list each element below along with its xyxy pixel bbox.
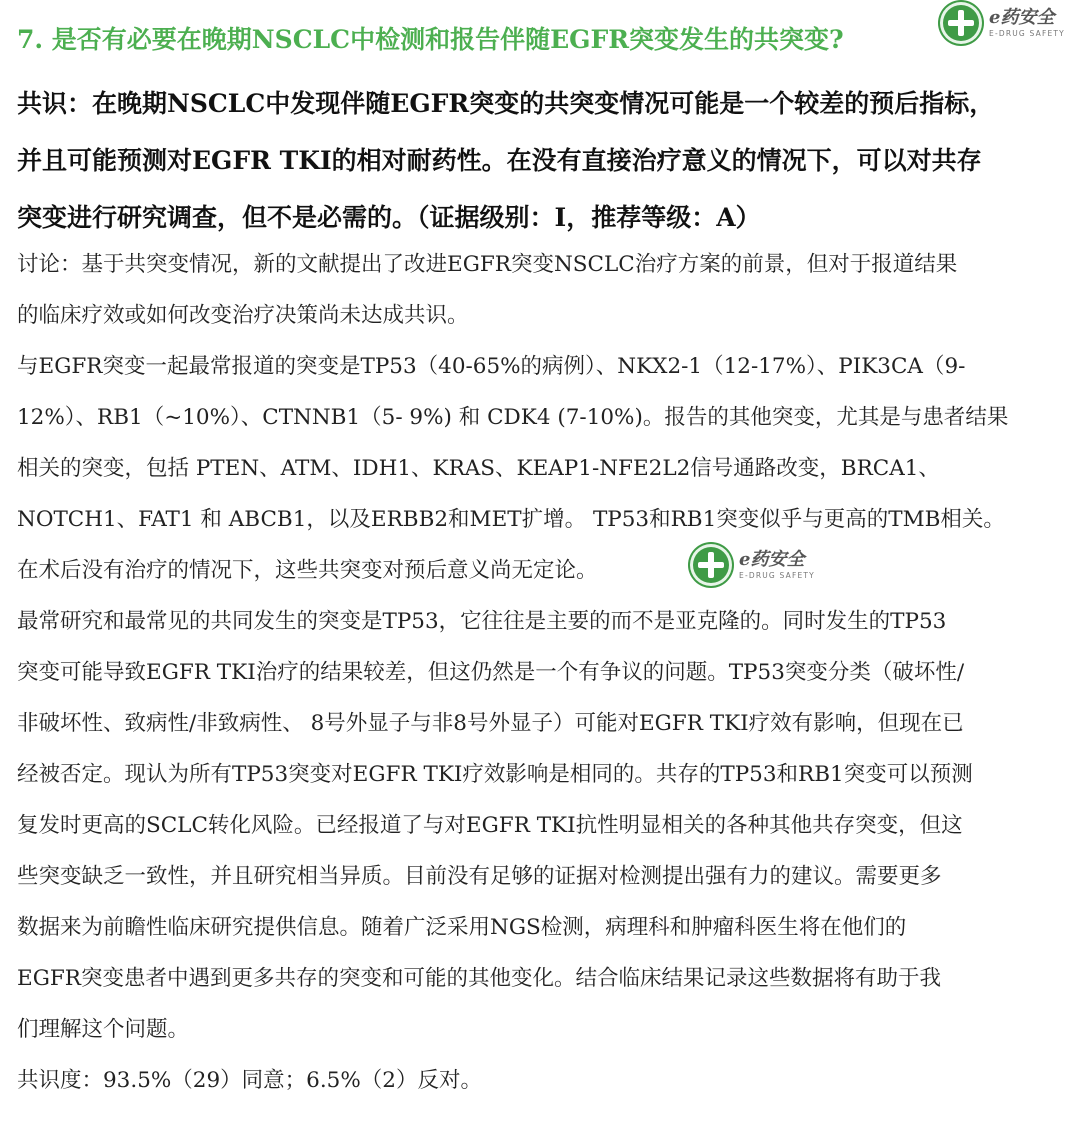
watermark-cn: e药安全 <box>989 6 1055 28</box>
comutation-line: 12%）、RB1（~10%）、CTNNB1（5- 9%) 和 CDK4 (7-10%)。报告的其他突变，尤其是与患者结果 <box>17 405 1009 430</box>
tp53-line: 些突变缺乏一致性，并且研究相当异质。目前没有足够的证据对检测提出强有力的建议。需要更多 <box>17 864 942 889</box>
tp53-line: 们理解这个问题。 <box>17 1017 190 1042</box>
tp53-line: 经被否定。现认为所有TP53突变对EGFR TKI疗效影响是相同的。共存的TP53和RB1突变可以预测 <box>17 762 973 787</box>
question-heading: 7. 是否有必要在晚期NSCLC中检测和报告伴随EGFR突变发生的共突变? <box>17 25 844 54</box>
tp53-line: 复发时更高的SCLC转化风险。已经报道了与对EGFR TKI抗性明显相关的各种其他共存突变，但这 <box>17 813 963 838</box>
watermark-logo-inline <box>690 544 815 586</box>
comutation-line: NOTCH1、FAT1 和 ABCB1，以及ERBB2和MET扩增。 TP53和RB1突变似乎与更高的TMB相关。 <box>17 507 1005 532</box>
comutation-line: 与EGFR突变一起最常报道的突变是TP53（40-65%的病例）、NKX2-1（12-17%）、PIK3CA（9- <box>17 354 966 379</box>
comutation-paragraph <box>17 341 1067 596</box>
consensus-line: 突变进行研究调查，但不是必需的。（证据级别：I，推荐等级：A） <box>17 203 761 232</box>
tp53-paragraph <box>17 596 1067 1055</box>
consensus-statement <box>17 75 1065 246</box>
tp53-line: 突变可能导致EGFR TKI治疗的结果较差，但这仍然是一个有争议的问题。TP53突变分类（破坏性/ <box>17 660 965 685</box>
medical-cross-icon <box>940 2 982 44</box>
agreement-line: 共识度：93.5%（29）同意；6.5%（2）反对。 <box>17 1068 482 1093</box>
tp53-line: EGFR突变患者中遇到更多共存的突变和可能的其他变化。结合临床结果记录这些数据将有助于我 <box>17 966 941 991</box>
watermark-cn: e药安全 <box>739 548 805 570</box>
watermark-en: E-DRUG SAFETY <box>989 28 1065 38</box>
tp53-line: 非破坏性、致病性/非致病性、 8号外显子与非8号外显子）可能对EGFR TKI疗效有影响，但现在已 <box>17 711 964 736</box>
watermark-en: E-DRUG SAFETY <box>739 570 815 580</box>
discussion-line: 的临床疗效或如何改变治疗决策尚未达成共识。 <box>17 303 469 328</box>
discussion-paragraph <box>17 239 1067 341</box>
comutation-line: 在术后没有治疗的情况下，这些共突变对预后意义尚无定论。 <box>17 558 598 583</box>
consensus-line: 共识：在晚期NSCLC中发现伴随EGFR突变的共突变情况可能是一个较差的预后指标， <box>17 89 995 118</box>
discussion-line: 讨论：基于共突变情况，新的文献提出了改进EGFR突变NSCLC治疗方案的前景，但对于报道结果 <box>17 252 958 277</box>
tp53-line: 数据来为前瞻性临床研究提供信息。随着广泛采用NGS检测，病理科和肿瘤科医生将在他们的 <box>17 915 907 940</box>
medical-cross-icon <box>690 544 732 586</box>
watermark-logo <box>940 2 1065 44</box>
tp53-line: 最常研究和最常见的共同发生的突变是TP53，它往往是主要的而不是亚克隆的。同时发生的TP53 <box>17 609 947 634</box>
comutation-line: 相关的突变，包括 PTEN、ATM、IDH1、KRAS、KEAP1-NFE2L2信号通路改变，BRCA1、 <box>17 456 940 481</box>
consensus-line: 并且可能预测对EGFR TKI的相对耐药性。在没有直接治疗意义的情况下，可以对共存 <box>17 146 982 175</box>
